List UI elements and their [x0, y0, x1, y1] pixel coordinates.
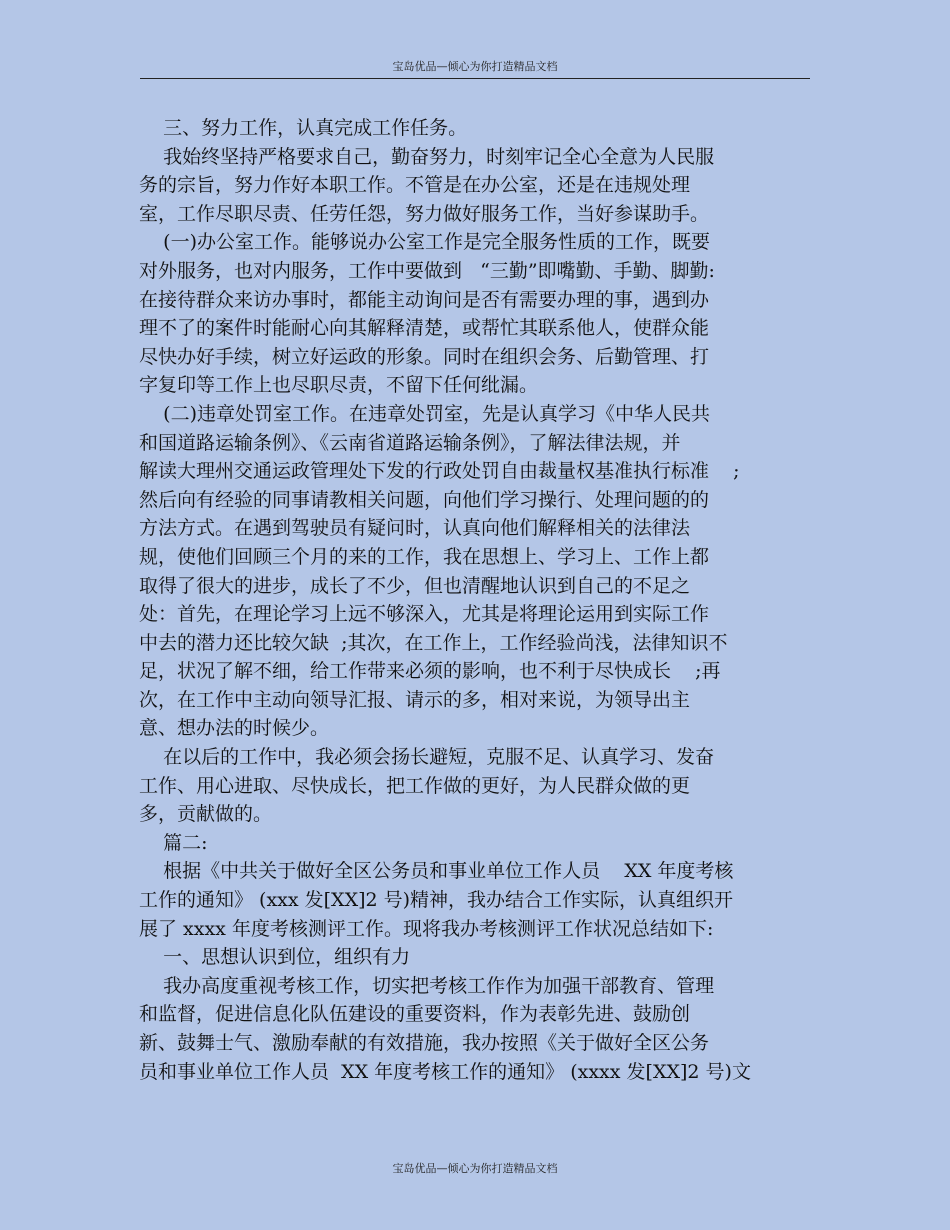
text-line: 员和事业单位工作人员 XX 年度考核工作的通知》 (xxxx 发[XX]2 号)文 [139, 1060, 751, 1083]
text-line: 和国道路运输条例》、《云南省道路运输条例》，了解法律法规，并 [139, 431, 681, 454]
text-line: 次，在工作中主动向领导汇报、请示的多，相对来说，为领导出主 [139, 688, 691, 711]
text-line: 意、想办法的时候少。 [139, 717, 330, 740]
text-line: 规，使他们回顾三个月的来的工作，我在思想上、学习上、工作上都 [139, 545, 710, 568]
text-line: 一、思想认识到位，组织有力 [139, 946, 411, 969]
text-line: 篇二: [139, 831, 208, 854]
text-line: 尽快办好手续，树立好运政的形象。同时在组织会务、后勤管理、打 [139, 345, 710, 368]
text-line: 工作的通知》 (xxx 发[XX]2 号)精神，我办结合工作实际，认真组织开 [139, 889, 734, 912]
text-line: 在以后的工作中，我必须会扬长避短，克服不足、认真学习、发奋 [139, 746, 715, 769]
text-line: 我办高度重视考核工作，切实把考核工作作为加强干部教育、管理 [139, 974, 715, 997]
text-line: 多，贡献做的。 [139, 803, 273, 826]
header-divider [140, 78, 810, 79]
text-line: 根据《中共关于做好全区公务员和事业单位工作人员 XX 年度考核 [139, 860, 734, 883]
text-line: 在接待群众来访办事时，都能主动询问是否有需要办理的事，遇到办 [139, 288, 710, 311]
text-line: 字复印等工作上也尽职尽责，不留下任何纰漏。 [139, 374, 539, 397]
text-line: (一)办公室工作。能够说办公室工作是完全服务性质的工作，既要 [139, 231, 710, 254]
text-line: 对外服务，也对内服务，工作中要做到 “三勤”即嘴勤、手勤、脚勤: [139, 259, 715, 282]
text-line: 三、努力工作，认真完成工作任务。 [139, 117, 468, 139]
text-line: 然后向有经验的同事请教相关问题，向他们学习操行、处理问题的的 [139, 488, 710, 511]
text-line: 室，工作尽职尽责、任劳任怨，努力做好服务工作，当好参谋助手。 [139, 202, 710, 225]
text-line: 新、鼓舞士气、激励奉献的有效措施，我办按照《关于做好全区公务 [139, 1032, 710, 1054]
text-line: 我始终坚持严格要求自己，勤奋努力，时刻牢记全心全意为人民服 [139, 145, 715, 168]
page-header: 宝岛优品—倾心为你打造精品文档 [392, 60, 558, 73]
text-line: 理不了的案件时能耐心向其解释清楚，或帮忙其联系他人，使群众能 [139, 317, 710, 340]
text-line: 取得了很大的进步，成长了不少，但也清醒地认识到自己的不足之 [139, 574, 691, 597]
text-line: 处：首先，在理论学习上远不够深入，尤其是将理论运用到实际工作 [139, 603, 710, 626]
page-footer: 宝岛优品—倾心为你打造精品文档 [392, 1162, 558, 1175]
text-line: 足，状况了解不细，给工作带来必须的影响，也不利于尽快成长 ;再 [139, 660, 721, 683]
text-line: 方法方式。在遇到驾驶员有疑问时，认真向他们解释相关的法律法 [139, 517, 691, 540]
text-line: 中去的潜力还比较欠缺 ;其次，在工作上，工作经验尚浅，法律知识不 [139, 631, 728, 654]
text-line: 展了 xxxx 年度考核测评工作。现将我办考核测评工作状况总结如下: [139, 917, 714, 940]
text-line: 务的宗旨，努力作好本职工作。不管是在办公室，还是在违规处理 [139, 174, 691, 197]
text-line: 解读大理州交通运政管理处下发的行政处罚自由裁量权基准执行标准 ; [139, 460, 740, 483]
document-body [139, 114, 819, 1086]
text-line: (二)违章处罚室工作。在违章处罚室，先是认真学习《中华人民共 [139, 402, 710, 425]
text-line: 和监督，促进信息化队伍建设的重要资料，作为表彰先进、鼓励创 [139, 1003, 691, 1026]
text-line: 工作、用心进取、尽快成长，把工作做的更好，为人民群众做的更 [139, 774, 691, 797]
